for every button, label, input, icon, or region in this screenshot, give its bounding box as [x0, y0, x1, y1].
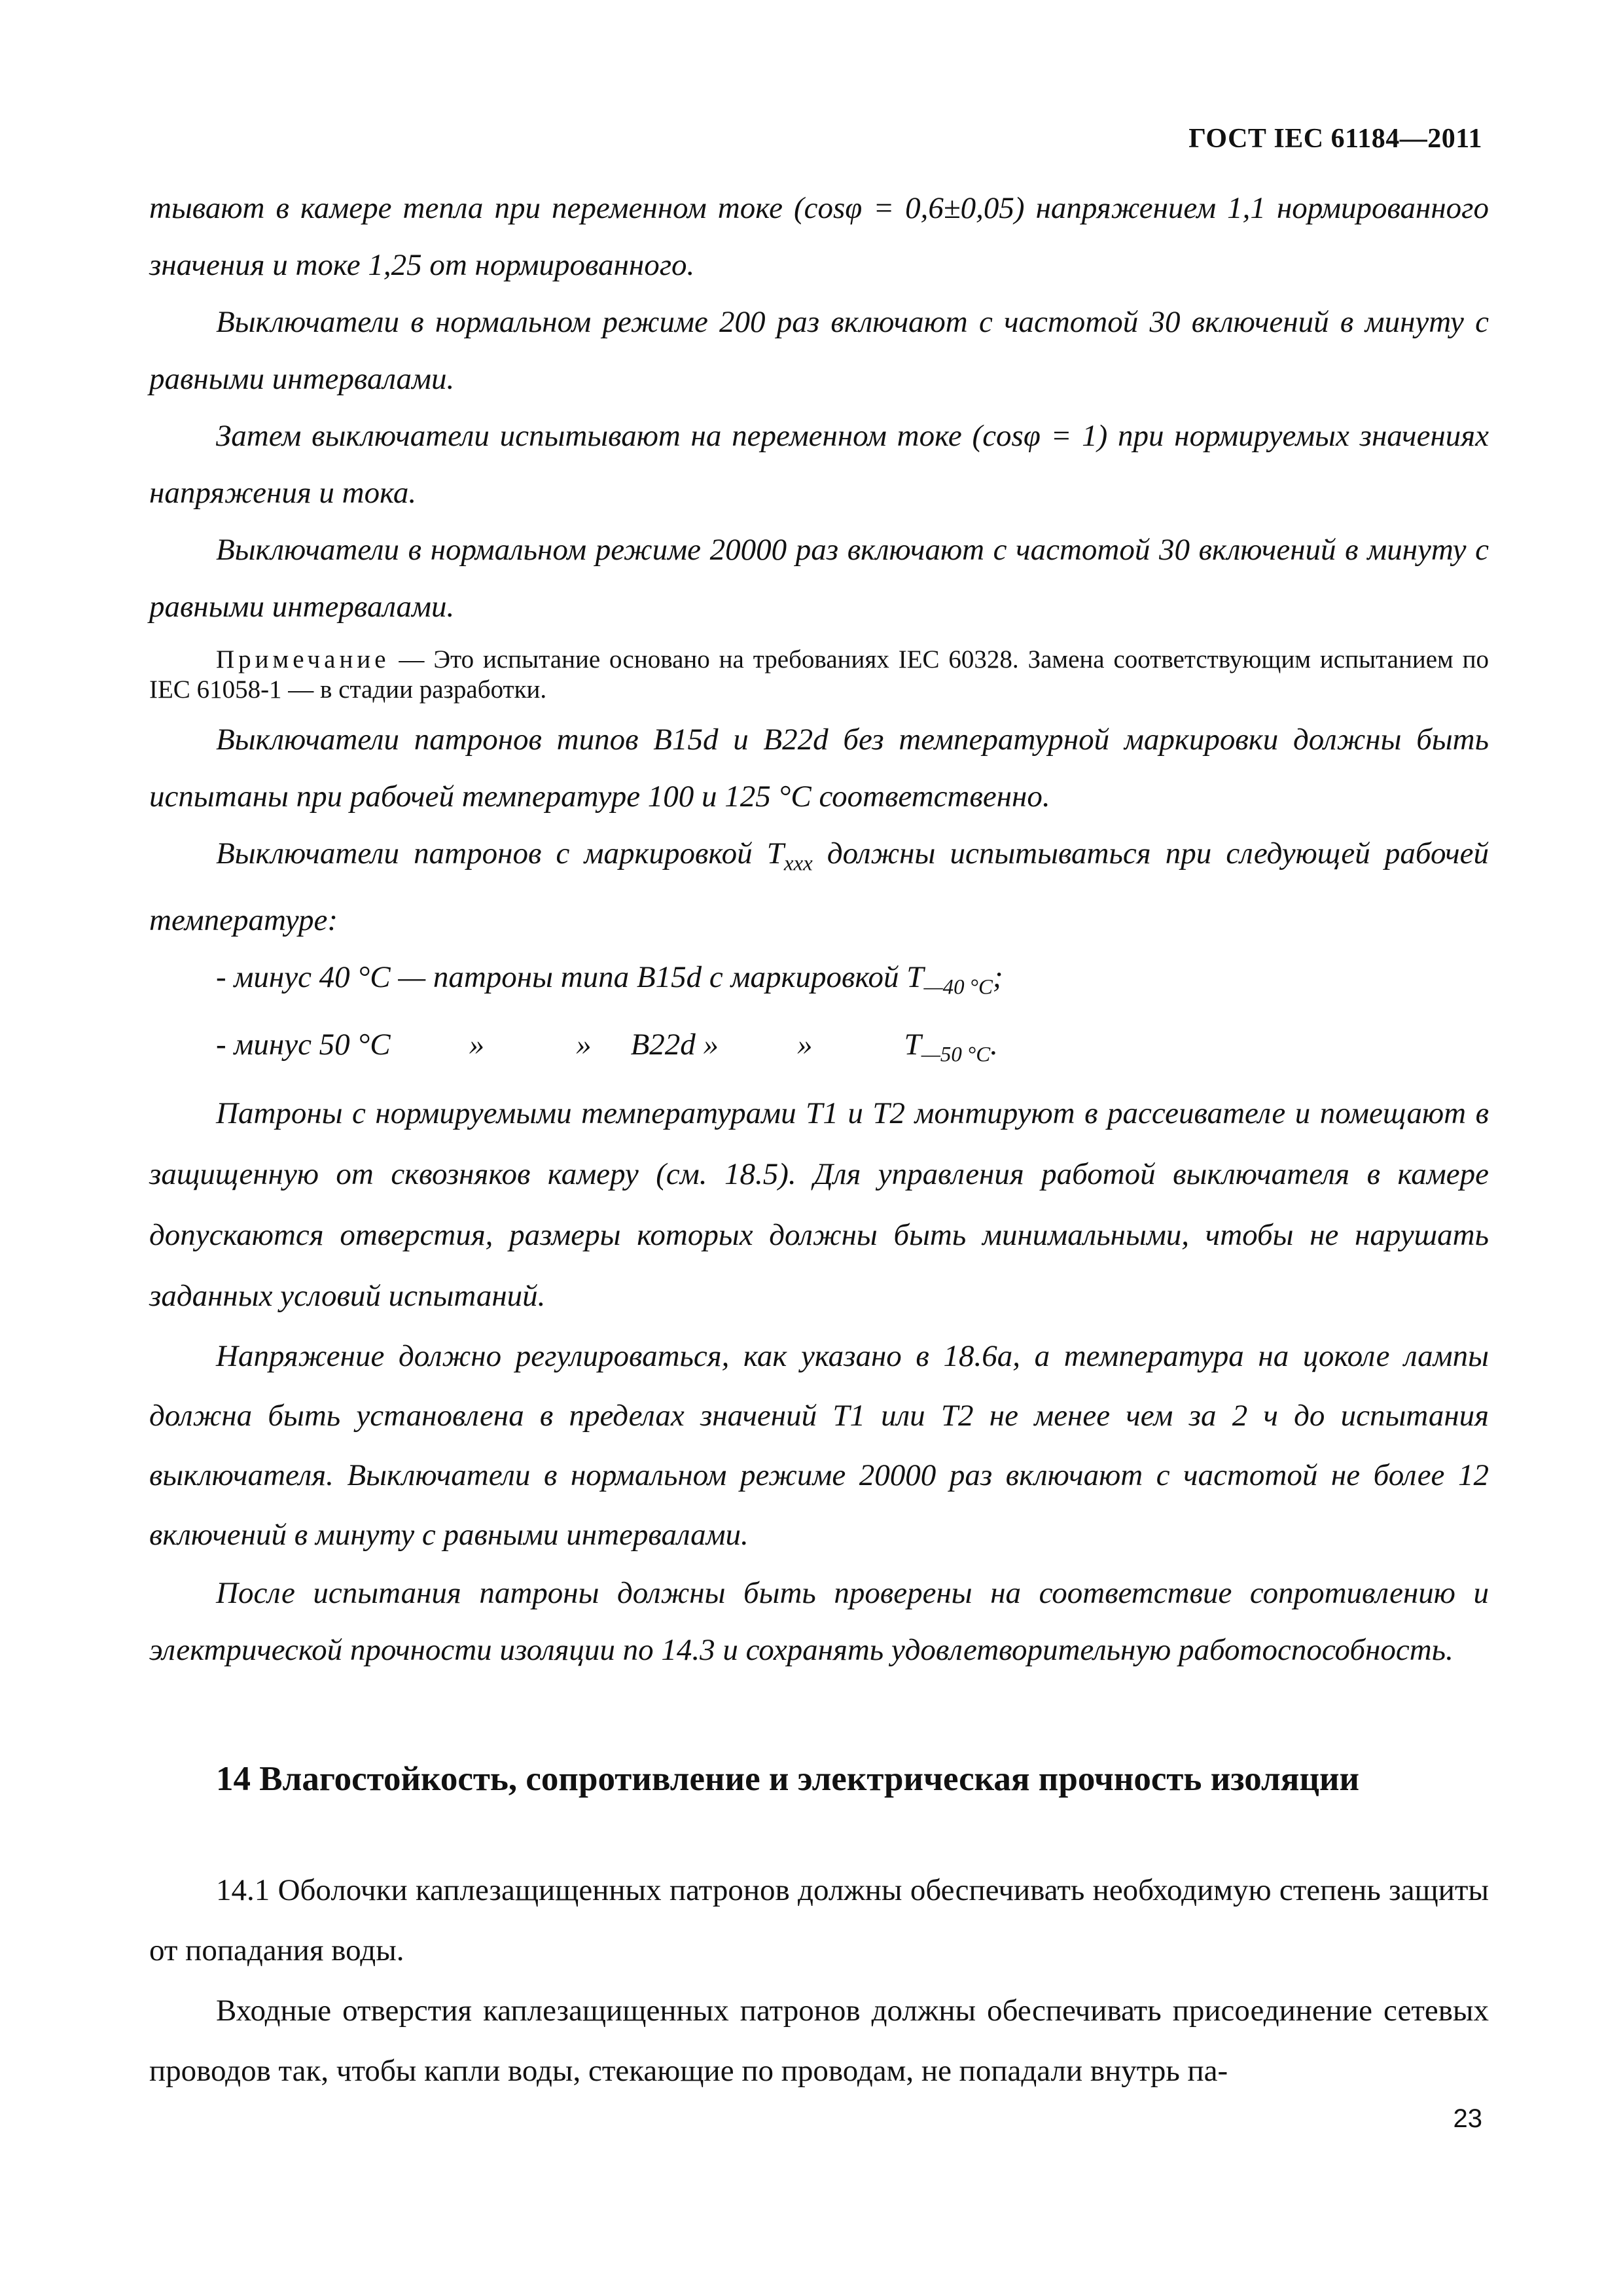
paragraph: Выключатели в нормальном режиме 200 раз включают с частотой 30 включений в минуту с равными интервалами. [149, 305, 1489, 396]
ditto-mark: » [576, 1027, 592, 1062]
paragraph-text: Выключатели патронов с маркировкой T [216, 836, 784, 870]
paragraph: 14.1 Оболочки каплезащищенных патронов должны обеспечивать необходимую степень защиты от попадания воды. [149, 1873, 1489, 1967]
paragraph: Затем выключатели испытывают на переменном токе (cosφ = 1) при нормируемых значениях напряжения и тока. [149, 419, 1489, 510]
paragraph: После испытания патроны должны быть проверены на соответствие сопротивлению и электрической прочности изоляции по 14.3 и сохранять удовлетворительную работоспособность. [149, 1576, 1489, 1668]
test-procedure-text [149, 180, 1489, 1679]
list-item [149, 949, 1489, 1016]
page-number: 23 [1453, 2104, 1482, 2133]
paragraph-text: должны испытываться при следующей рабочей температуре: [149, 836, 1489, 938]
note-text: — Это испытание основано на требованиях IEC 60328. Замена соответствующим испытанием по IEC 61058-1 — в стадии разработки. [149, 645, 1489, 704]
ditto-mark: » [797, 1027, 813, 1062]
paragraph: тывают в камере тепла при переменном токе (cosφ = 0,6±0,05) напряжением 1,1 нормированного значения и токе 1,25 от нормированного. [149, 191, 1489, 282]
list-item-text: B22d » [630, 1027, 719, 1062]
paragraph: Патроны с нормируемыми температурами T1 и T2 монтируют в рассеивателе и помещают в защищенную от сквозняков камеру (см. 18.5). Для управления работой выключателя в камере допускаются отверстия, размеры которых должны быть минимальными, чтобы не нарушать заданных условий испытаний. [149, 1096, 1489, 1314]
list-item [149, 1016, 1489, 1083]
subscript: —40 °C [923, 975, 993, 999]
list-item-text: - минус 40 °C — патроны типа B15d с маркировкой T [216, 960, 924, 995]
list-item-text: T [904, 1027, 921, 1062]
section-body [149, 1860, 1489, 2101]
list-item-text: - минус 50 °C [216, 1027, 391, 1062]
paragraph: Напряжение должно регулироваться, как указано в 18.6а, а температура на цоколе лампы должна быть установлена в пределах значений T1 или T2 не менее чем за 2 ч до испытания выключателя. Выключатели в нормальном режиме 20000 раз включают с частотой не более 12 включений в минуту с равными интервалами. [149, 1339, 1489, 1552]
paragraph: Выключатели в нормальном режиме 20000 раз включают с частотой 30 включений в минуту с равными интервалами. [149, 533, 1489, 624]
ditto-mark: » [469, 1027, 485, 1062]
subscript: —50 °C [921, 1043, 991, 1067]
note [149, 645, 1489, 705]
paragraph [149, 825, 1489, 949]
subscript: xxx [783, 852, 813, 876]
paragraph: Выключатели патронов типов B15d и B22d без температурной маркировки должны быть испытаны при рабочей температуре 100 и 125 °C соответственно. [149, 723, 1489, 814]
standard-header: ГОСТ IEC 61184—2011 [1188, 124, 1482, 154]
section-title: 14 Влагостойкость, сопротивление и электрическая прочность изоляции [216, 1760, 1360, 1798]
list-item-text: ; [992, 960, 1003, 995]
list-item-text: . [990, 1027, 998, 1062]
paragraph: Входные отверстия каплезащищенных патронов должны обеспечивать присоединение сетевых проводов так, чтобы капли воды, стекающие по проводам, не попадали внутрь па- [149, 1994, 1489, 2088]
note-label: Примечание [216, 645, 390, 673]
